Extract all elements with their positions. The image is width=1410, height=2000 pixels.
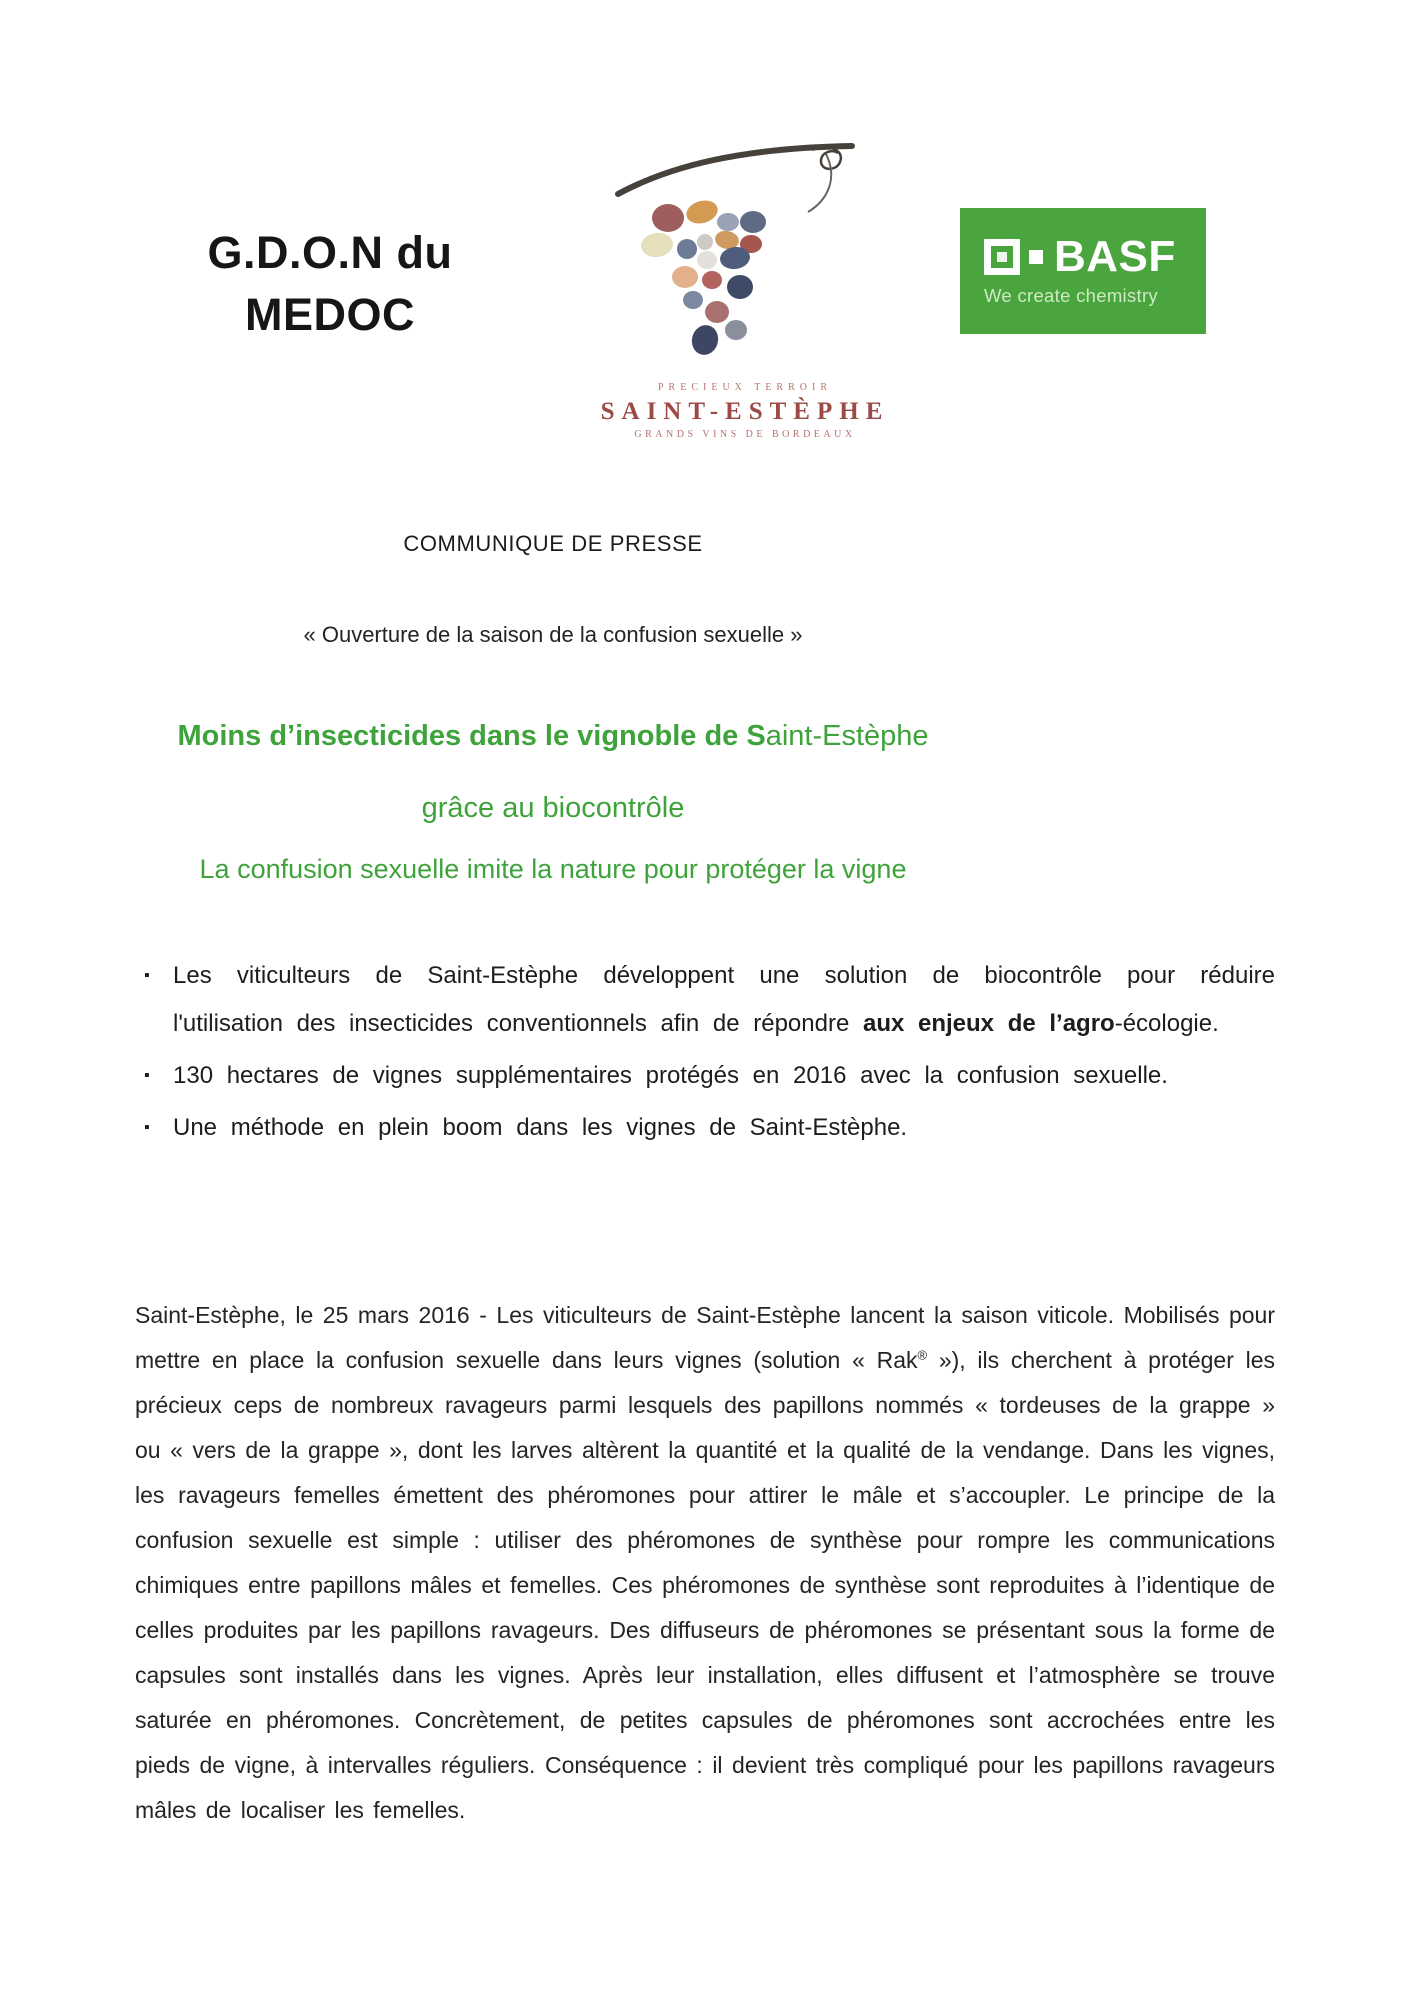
gdon-medoc-logo (150, 222, 510, 346)
main-title-line1-bold: Moins d’insecticides dans le vignoble de S (177, 720, 766, 752)
quote-line: « Ouverture de la saison de la confusion sexuelle » (303, 622, 803, 647)
basf-inner-square-icon (997, 252, 1007, 262)
main-title-line1-regular: aint-Estèphe (765, 720, 929, 752)
basf-brand-text: BASF (1054, 232, 1176, 281)
gdon-logo-line2: MEDOC (245, 289, 415, 340)
registered-trademark-sup: ® (917, 1347, 928, 1363)
bullet-item-1 (135, 952, 1275, 1048)
bullet-1-text-end: -écologie. (1114, 1010, 1219, 1037)
bullet-item-3 (135, 1104, 1275, 1152)
bullet-square-icon: ▪ (144, 1119, 150, 1136)
bullet-3-text: Une méthode en plein boom dans les vignes de Saint-Estèphe. (173, 1114, 908, 1141)
grape-pebbles-logo (590, 106, 890, 371)
basf-logo-row (984, 232, 1176, 281)
press-release-label: COMMUNIQUE DE PRESSE (403, 531, 703, 556)
bullet-list (135, 952, 1275, 1156)
main-title-block (135, 715, 971, 887)
bullet-square-icon: ▪ (144, 1067, 150, 1084)
basf-small-square-icon (1029, 250, 1043, 264)
wordmark-name: SAINT-ESTÈPHE (600, 398, 890, 425)
wordmark-bottom-tagline: GRANDS VINS DE BORDEAUX (634, 429, 856, 440)
body-text-end: »), ils cherchent à protéger les précieux ceps de nombreux ravageurs parmi lesquels des papillons nommés « tordeuses de la grappe » ou « vers de la grappe », dont les larves altèrent la quantité et la qualité de la vendange. Dans les vignes, les ravageurs femelles émettent des phéromones pour attirer le mâle et s’accoupler. Le principe de la confusion sexuelle est simple : utiliser des phéromones de synthèse pour rompre les communications chimiques entre papillons mâles et femelles. Ces phéromones de synthèse sont reproduites à l’identique de celles produites par les papillons ravageurs. Des diffuseurs de phéromones se présentant sous la forme de capsules sont installés dans les vignes. Après leur installation, elles diffusent et l’atmosphère se trouve saturée en phéromones. Concrètement, de petites capsules de phéromones sont accrochées entre les pieds de vigne, à intervalles réguliers. Conséquence : il devient très compliqué pour les papillons ravageurs mâles de localiser les femelles. (135, 1347, 1275, 1823)
body-paragraph (135, 1293, 1275, 1833)
main-title-line1 (135, 715, 971, 757)
body-text-start: Saint-Estèphe, le 25 mars 2016 - Les viticulteurs de Saint-Estèphe lancent la saison viticole. Mobilisés pour mettre en place la confusion sexuelle dans leurs vignes (solution « Rak (135, 1302, 1275, 1373)
bullet-1-bold-text: aux enjeux de l’agro (862, 1010, 1115, 1037)
gdon-logo-line1: G.D.O.N du (207, 227, 453, 278)
main-title-line2: grâce au biocontrôle (421, 792, 685, 824)
bullet-1-text: Les viticulteurs de Saint-Estèphe développent une solution de biocontrôle pour réduire l'utilisation des insecticides conventionnels afin de répondre (173, 962, 1275, 1037)
wordmark-top-tagline: PRECIEUX TERROIR (658, 382, 832, 393)
bullet-item-2 (135, 1052, 1275, 1100)
subtitle: La confusion sexuelle imite la nature pour protéger la vigne (199, 854, 907, 884)
bullet-square-icon: ▪ (144, 967, 150, 984)
basf-tagline: We create chemistry (984, 285, 1158, 306)
basf-outer-square-icon (984, 239, 1020, 275)
basf-logo (960, 208, 1206, 334)
saint-estephe-wordmark (540, 381, 950, 442)
bullet-2-text: 130 hectares de vignes supplémentaires protégés en 2016 avec la confusion sexuelle. (173, 1062, 1168, 1089)
